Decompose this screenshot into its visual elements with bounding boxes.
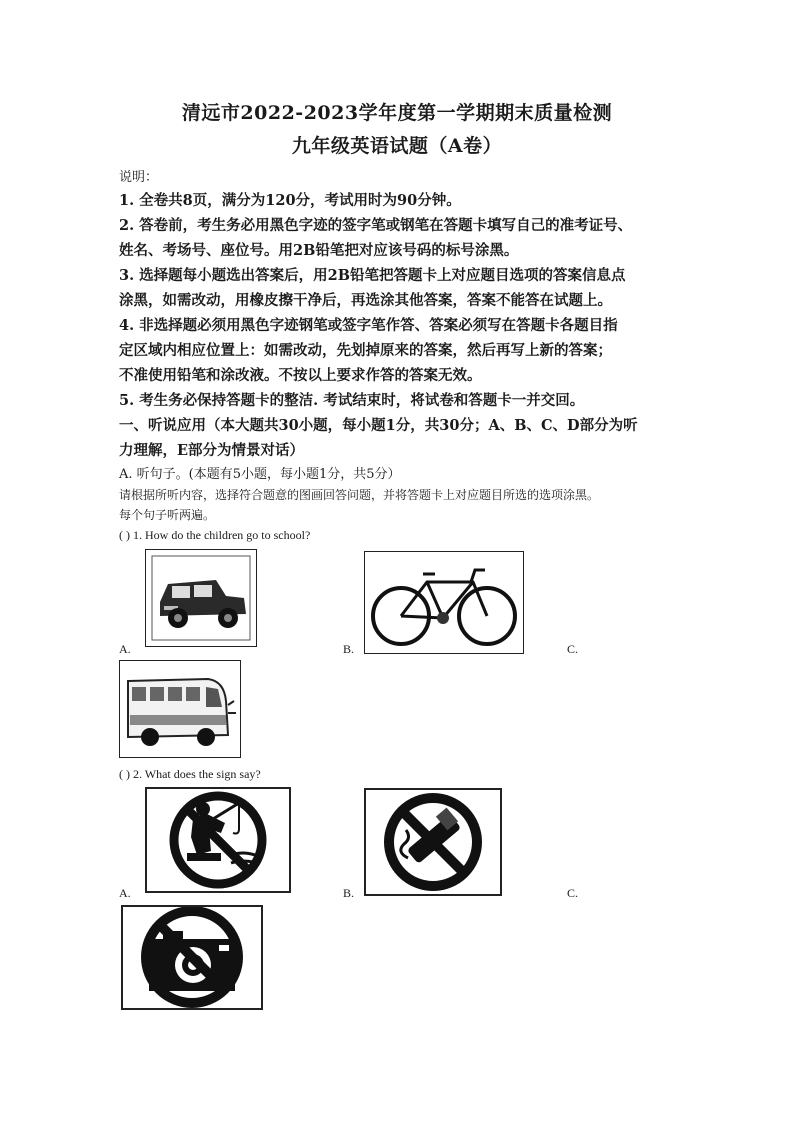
part-a-heading: A. 听句子。(本题有5小题，每小题1分，共5分）	[119, 467, 401, 482]
no-photography-sign-icon[interactable]	[121, 905, 263, 1010]
option-label: C.	[567, 642, 579, 656]
section-heading-cont: 力理解，E部分为情景对话）	[119, 442, 305, 459]
note-line: 1. 全卷共8页，满分为120分，考试用时为90分钟。	[119, 192, 461, 209]
instructions: 每个句子听两遍。	[119, 508, 216, 522]
option-label: B.	[343, 886, 355, 900]
section-heading: 一、听说应用（本大题共30小题，每小题1分，共30分；A、B、C、D部分为听	[119, 417, 638, 434]
notes-label: 说明：	[119, 170, 159, 185]
instructions: 请根据所听内容，选择符合题意的图画回答问题，并将答题卡上对应题目所选的选项涂黑。	[119, 488, 600, 502]
bicycle-icon[interactable]	[364, 551, 524, 654]
note-line: 姓名、考场号、座位号。用2B铅笔把对应该号码的标号涂黑。	[119, 242, 519, 259]
note-line: 定区域内相应位置上：如需改动，先划掉原来的答案，然后再写上新的答案；	[119, 342, 612, 359]
note-line: 涂黑，如需改动，用橡皮擦干净后，再选涂其他答案，答案不能答在试题上。	[119, 292, 612, 309]
note-line: 5. 考生务必保持答题卡的整洁. 考试结束时，将试卷和答题卡一并交回。	[119, 392, 585, 409]
note-line: 4. 非选择题必须用黑色字迹钢笔或签字笔作答、答案必须写在答题卡各题目指	[119, 317, 618, 334]
note-line: 2. 答卷前，考生务必用黑色字迹的签字笔或钢笔在答题卡填写自己的准考证号、	[119, 217, 633, 234]
option-label: C.	[567, 886, 579, 900]
car-icon[interactable]	[145, 549, 257, 647]
option-label: A.	[119, 886, 131, 900]
note-line: 不准使用铅笔和涂改液。不按以上要求作答的答案无效。	[119, 367, 482, 384]
option-label: B.	[343, 642, 355, 656]
option-label: A.	[119, 642, 131, 656]
no-fishing-sign-icon[interactable]	[145, 787, 291, 893]
question-2-stem: ( ) 2. What does the sign say?	[119, 767, 261, 781]
exam-subtitle: 九年级英语试题（A卷）	[291, 135, 503, 157]
bus-icon[interactable]	[119, 660, 241, 758]
note-line: 3. 选择题每小题选出答案后，用2B铅笔把答题卡上对应题目选项的答案信息点	[119, 267, 626, 284]
question-1-stem: ( ) 1. How do the children go to school?	[119, 528, 311, 542]
exam-title: 清远市2022-2023学年度第一学期期末质量检测	[181, 102, 613, 124]
no-smoking-sign-icon[interactable]	[364, 788, 502, 896]
